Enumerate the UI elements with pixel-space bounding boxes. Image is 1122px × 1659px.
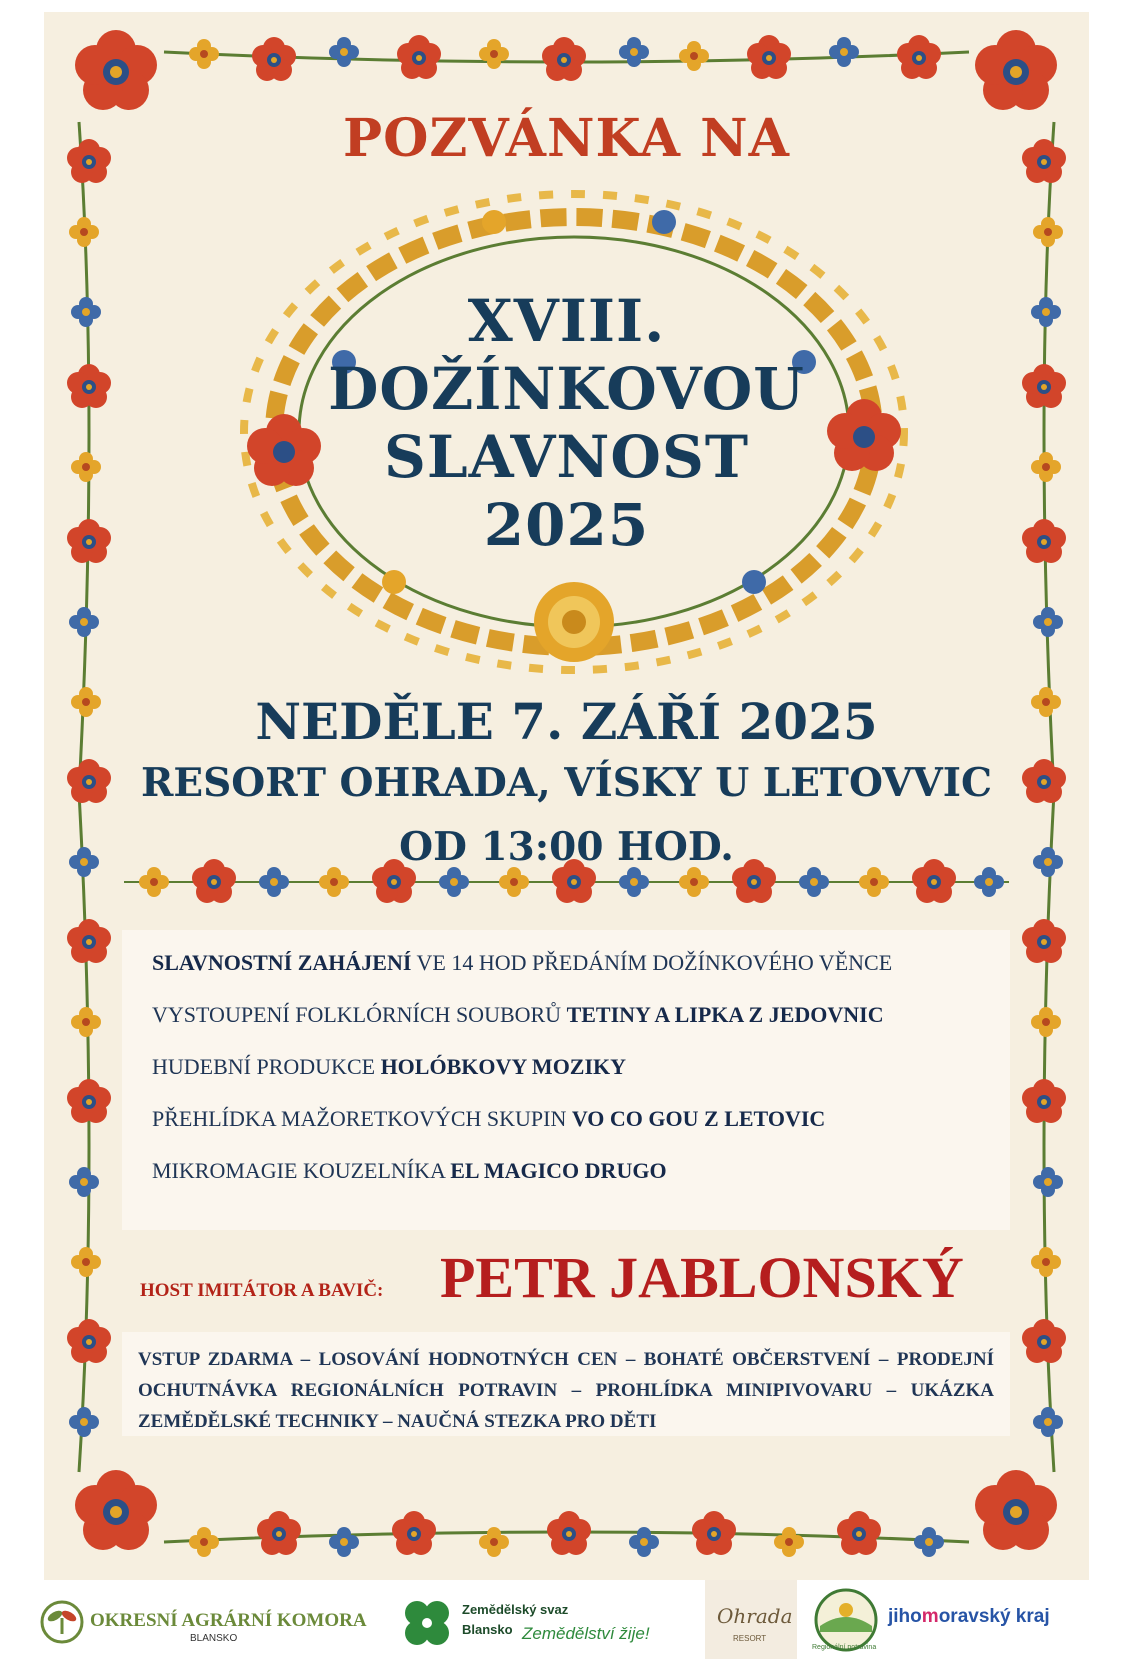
- event-date: NEDĚLE 7. ZÁŘÍ 2025: [255, 692, 878, 751]
- sprout-icon: [40, 1600, 84, 1644]
- sponsor-logo-bar: [0, 1580, 1122, 1659]
- program-item: MIKROMAGIE KOUZELNÍKA EL MAGICO DRUGO: [152, 1158, 667, 1183]
- svaz-line1: Zemědělský svaz: [462, 1602, 569, 1617]
- title-line-edition: XVIII.: [467, 287, 666, 355]
- logo-ohrada: [705, 1580, 797, 1659]
- clover-icon: [400, 1596, 454, 1650]
- kraj-part: jiho: [888, 1606, 922, 1627]
- ohrada-sub: RESORT: [733, 1634, 767, 1643]
- host-label: HOST IMITÁTOR A BAVIČ:: [140, 1280, 384, 1301]
- title-line-year: 2025: [483, 491, 650, 559]
- kraj-name: [888, 1606, 1050, 1628]
- agrarni-sub: BLANSKO: [190, 1633, 238, 1644]
- title-line-slavnost: SLAVNOST: [383, 423, 750, 491]
- regional-label: Regionální potravina: [812, 1644, 877, 1651]
- kraj-part: oravský kraj: [938, 1606, 1050, 1627]
- extras-box: [122, 1332, 1010, 1436]
- program-item: SLAVNOSTNÍ ZAHÁJENÍ VE 14 HOD PŘEDÁNÍM DOŽÍNKOVÉHO VĚNCE: [152, 950, 893, 975]
- program-item: PŘEHLÍDKA MAŽORETKOVÝCH SKUPIN VO CO GOU Z LETOVIC: [152, 1106, 826, 1131]
- logo-jihomoravsky-kraj: [888, 1580, 1102, 1659]
- regional-seal-icon: [814, 1588, 878, 1652]
- logo-zemedelsky-svaz: [400, 1580, 690, 1659]
- ohrada-name: Ohrada: [717, 1604, 793, 1628]
- program-item: HUDEBNÍ PRODUKCE HOLÓBKOVY MOZIKY: [152, 1054, 627, 1079]
- poster: [44, 12, 1089, 1580]
- logo-agrarni-komora: [40, 1580, 380, 1659]
- invite-heading: POZVÁNKA NA: [343, 108, 790, 169]
- kraj-part: m: [921, 1606, 939, 1627]
- extras-text: VSTUP ZDARMA – LOSOVÁNÍ HODNOTNÝCH CEN – BOHATÉ OBČERSTVENÍ – PRODEJNÍ OCHUTNÁVKA REGIONÁLNÍCH POTRAVIN – PROHLÍDKA MINIPIVOVARU – UKÁZKA ZEMĚDĚLSKÉ TECHNIKY – NAUČNÁ STEZKA PRO DĚTI: [138, 1349, 994, 1432]
- svaz-slogan: Zemědělství žije!: [522, 1624, 650, 1643]
- host-name: PETR JABLONSKÝ: [440, 1245, 964, 1310]
- agrarni-name: OKRESNÍ AGRÁRNÍ KOMORA: [90, 1610, 367, 1631]
- title-line-dozinkovou: DOŽÍNKOVOU: [328, 355, 805, 423]
- logo-regionalni-potravina: [808, 1580, 888, 1659]
- event-time: OD 13:00 HOD.: [399, 824, 734, 870]
- program-box: [122, 930, 1010, 1230]
- event-venue: RESORT OHRADA, VÍSKY U LETOVVIC: [140, 760, 993, 806]
- program-item: VYSTOUPENÍ FOLKLÓRNÍCH SOUBORŮ TETINY A LIPKA Z JEDOVNIC: [152, 1002, 884, 1027]
- svaz-line2: Blansko: [462, 1622, 513, 1637]
